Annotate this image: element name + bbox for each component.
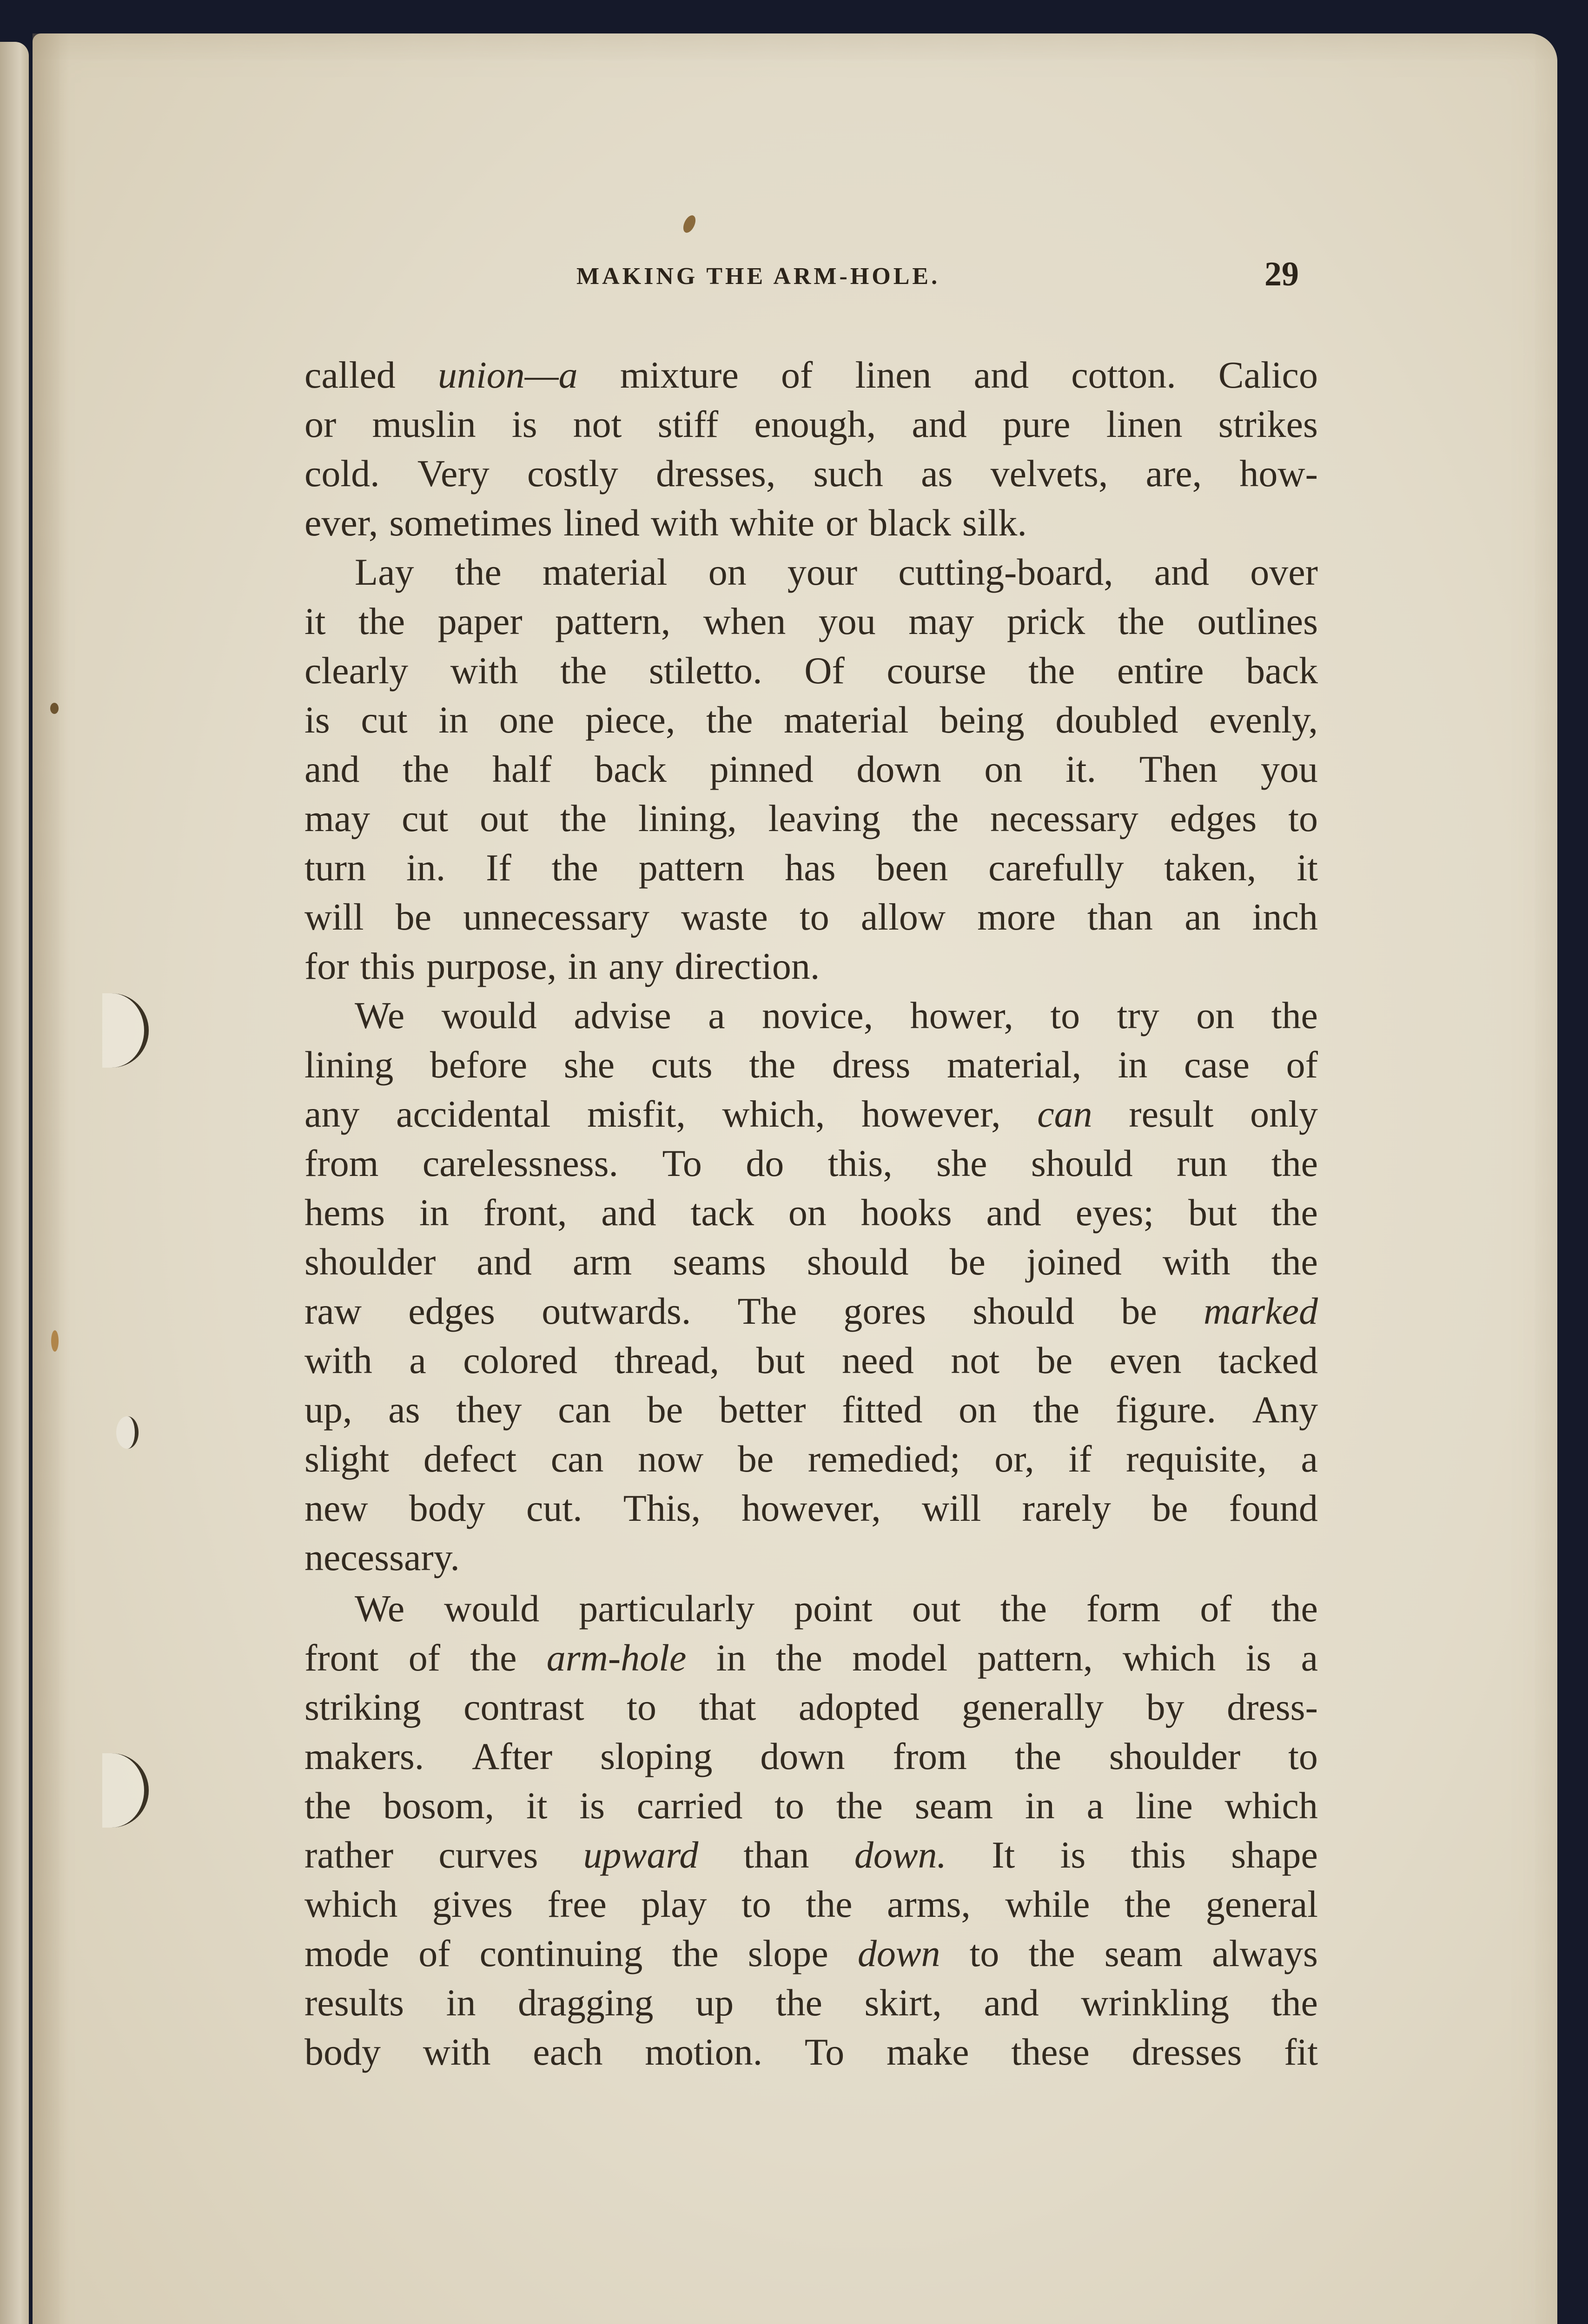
text-line: We would advise a novice, hower, to try on the xyxy=(355,994,1318,1037)
text-line: new body cut. This, however, will rarely be found xyxy=(304,1487,1318,1529)
text-line: necessary. xyxy=(304,1536,460,1578)
text-line: slight defect can now be remedied; or, if requisite, a xyxy=(304,1438,1318,1480)
stain-spot xyxy=(50,703,59,714)
text-line: and the half back pinned down on it. Then you xyxy=(304,748,1318,790)
text-line: cold. Very costly dresses, such as velvets, are, how- xyxy=(304,452,1318,495)
text-line: lining before she cuts the dress material, in case of xyxy=(304,1043,1318,1086)
text-line: mode of continuing the slope down to the seam always xyxy=(304,1932,1318,1974)
body-text xyxy=(304,353,1318,2080)
text-line: hems in front, and tack on hooks and eyes; but the xyxy=(304,1191,1318,1234)
text-line: it the paper pattern, when you may prick the outlines xyxy=(304,600,1318,642)
gutter-shadow xyxy=(33,33,70,2324)
text-line: the bosom, it is carried to the seam in a line which xyxy=(304,1784,1318,1827)
text-line: turn in. If the pattern has been carefully taken, it xyxy=(304,846,1318,889)
text-line: any accidental misfit, which, however, can result only xyxy=(304,1093,1318,1135)
previous-page-edge xyxy=(0,42,29,2324)
text-line: ever, sometimes lined with white or black silk. xyxy=(304,502,1027,544)
text-line: clearly with the stiletto. Of course the entire back xyxy=(304,649,1318,692)
text-line: striking contrast to that adopted generally by dress- xyxy=(304,1686,1318,1728)
text-line: makers. After sloping down from the shoulder to xyxy=(304,1735,1318,1777)
text-line: from carelessness. To do this, she should run the xyxy=(304,1142,1318,1184)
text-line: with a colored thread, but need not be even tacked xyxy=(304,1339,1318,1381)
text-line: which gives free play to the arms, while the general xyxy=(304,1883,1318,1925)
text-line: or muslin is not stiff enough, and pure linen strikes xyxy=(304,403,1318,445)
text-line: may cut out the lining, leaving the necessary edges to xyxy=(304,797,1318,839)
text-line: is cut in one piece, the material being doubled evenly, xyxy=(304,699,1318,741)
text-line: shoulder and arm seams should be joined with the xyxy=(304,1241,1318,1283)
page-number: 29 xyxy=(1264,255,1299,293)
binding-punch-hole xyxy=(102,993,149,1068)
text-line: rather curves upward than down. It is this shape xyxy=(304,1834,1318,1876)
text-line: up, as they can be better fitted on the figure. Any xyxy=(304,1388,1318,1431)
stain-spot xyxy=(51,1330,59,1352)
text-line: for this purpose, in any direction. xyxy=(304,945,820,987)
text-line: body with each motion. To make these dresses fit xyxy=(304,2031,1318,2073)
text-line: front of the arm-hole in the model pattern, which is a xyxy=(304,1637,1318,1679)
binding-punch-hole xyxy=(102,1753,149,1828)
ink-spot xyxy=(681,213,698,235)
text-line: raw edges outwards. The gores should be marked xyxy=(304,1290,1318,1332)
binding-mark xyxy=(116,1416,139,1449)
text-line: results in dragging up the skirt, and wrinkling the xyxy=(304,1981,1318,2024)
text-line: will be unnecessary waste to allow more than an inch xyxy=(304,896,1318,938)
text-line: called union—a mixture of linen and cotton. Calico xyxy=(304,354,1318,396)
running-head: MAKING THE ARM-HOLE. xyxy=(576,263,940,290)
text-line: Lay the material on your cutting-board, and over xyxy=(355,551,1318,593)
text-line: We would particularly point out the form of the xyxy=(355,1587,1318,1630)
